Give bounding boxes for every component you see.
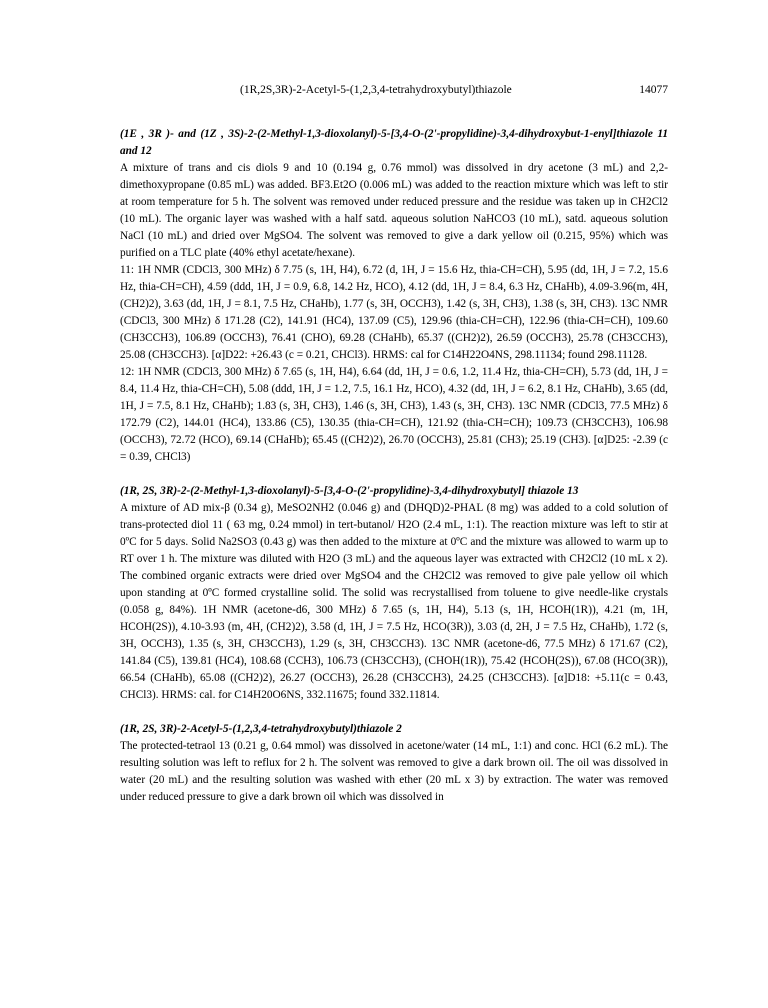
section-compound-2 (120, 721, 668, 806)
article-body (120, 126, 668, 823)
procedure-paragraph: A mixture of AD mix-β (0.34 g), MeSO2NH2 (0.046 g) and (DHQD)2-PHAL (8 mg) was added to a cold solution of trans-protected diol 11 ( 63 mg, 0.24 mmol) in tert-butanol/ H2O (2.4 mL, 1:1). The reaction mixture was left to stir at 0ºC for 5 days. Solid Na2SO3 (0.43 g) was then added to the mixture at 0ºC and the mixture was allowed to warm up to RT over 1 h. The mixture was diluted with H2O (3 mL) and the aqueous layer was extracted with CH2Cl2 (10 mL x 2). The combined organic extracts were dried over MgSO4 and the CH2Cl2 was removed to give pale yellow oil which upon standing at 0ºC formed crystalline solid. The solid was recrystallised from toluene to give needle-like crystals (0.058 g, 84%). 1H NMR (acetone-d6, 300 MHz) δ 7.65 (s, 1H, H4), 5.13 (s, 1H, HCOH(1R)), 4.21 (m, 1H, HCOH(2S)), 4.10-3.93 (m, 4H, (CH2)2), 3.58 (d, 1H, J = 7.5 Hz, HCO(3R)), 3.03 (d, 2H, J = 7.5 Hz, CHaHb), 1.72 (s, 3H, OCCH3), 1.35 (s, 3H, CH3CCH3), 1.29 (s, 3H, CH3CCH3). 13C NMR (acetone-d6, 77.5 MHz) δ 171.67 (C2), 141.84 (C5), 139.81 (HC4), 108.68 (CCH3), 106.73 (CH3CCH3), (CHOH(1R)), 75.42 (HCOH(2S)), 67.08 (HCO(3R)), 66.54 (CHaHb), 65.08 ((CH2)2), 26.27 (OCCH3), 26.28 (CH3CCH3), 24.25 (CH3CCH3). [α]D18: +5.11(c = 0.43, CHCl3). HRMS: cal. for C14H20O6NS, 332.11675; found 332.11814. (120, 502, 668, 701)
section-heading: (1R, 2S, 3R)-2-Acetyl-5-(1,2,3,4-tetrahydroxybutyl)thiazole 2 (120, 723, 402, 735)
section-compound-13 (120, 483, 668, 704)
procedure-paragraph: A mixture of trans and cis diols 9 and 10 (0.194 g, 0.76 mmol) was dissolved in dry acetone (3 mL) and 2,2-dimethoxypropane (0.85 mL) was added. BF3.Et2O (0.006 mL) was added to the reaction mixture which was left to stir at room temperature for 5 h. The solvent was removed under reduced pressure and the residue was taken up in CH2Cl2 (10 mL). The organic layer was washed with a half satd. aqueous solution NaHCO3 (10 mL), satd. aqueous solution NaCl (10 mL) and dried over MgSO4. The solvent was removed to give a dark yellow oil (0.215, 95%) which was purified on a TLC plate (40% ethyl acetate/hexane). (120, 162, 668, 259)
page-number: 14077 (639, 84, 668, 96)
section-compounds-11-12 (120, 126, 668, 466)
running-head (120, 84, 668, 100)
section-heading: (1R, 2S, 3R)-2-(2-Methyl-1,3-dioxolanyl)-5-[3,4-O-(2'-propylidine)-3,4-dihydroxybutyl] thiazole 13 (120, 485, 579, 497)
nmr-data-11: 11: 1H NMR (CDCl3, 300 MHz) δ 7.75 (s, 1H, H4), 6.72 (d, 1H, J = 15.6 Hz, thia-CH=CH), 5.95 (dd, 1H, J = 7.2, 15.6 Hz, thia-CH=CH), 4.59 (ddd, 1H, J = 0.9, 6.8, 14.2 Hz, HCO), 4.12 (dd, 1H, J = 8.4, 6.3 Hz, CHaHb), 4.09-3.96(m, 4H, (CH2)2), 3.63 (dd, 1H, J = 8.1, 7.5 Hz, CHaHb), 1.77 (s, 3H, OCCH3), 1.42 (s, 3H, CH3), 1.38 (s, 3H, CH3). 13C NMR (CDCl3, 300 MHz) δ 171.28 (C2), 141.91 (HC4), 137.09 (C5), 129.96 (thia-CH=CH), 122.96 (thia-CH=CH), 109.60 (CH3CCH3), 106.89 (OCCH3), 76.41 (CHO), 69.28 (CHaHb), 65.37 ((CH2)2), 26.59 (OCCH3), 25.78 (CH3CCH3), 25.08 (CH3CCH3). [α]D22: +26.43 (c = 0.21, CHCl3). HRMS: cal for C14H22O4NS, 298.11134; found 298.11128. (120, 264, 668, 361)
nmr-data-12: 12: 1H NMR (CDCl3, 300 MHz) δ 7.65 (s, 1H, H4), 6.64 (dd, 1H, J = 0.6, 1.2, 11.4 Hz, thia-CH=CH), 5.73 (dd, 1H, J = 8.4, 11.4 Hz, thia-CH=CH), 5.08 (ddd, 1H, J = 1.2, 7.5, 16.1 Hz, HCO), 4.32 (dd, 1H, J = 6.2, 8.1 Hz, CHaHb), 3.65 (dd, 1H, J = 7.5, 8.1 Hz, CHaHb); 1.83 (s, 3H, CH3), 1.46 (s, 3H, CH3), 1.43 (s, 3H, CH3). 13C NMR (CDCl3, 77.5 MHz) δ 172.79 (C2), 144.01 (HC4), 133.86 (C5), 130.35 (thia-CH=CH), 121.92 (thia-CH=CH); 109.73 (CH3CCH3), 106.98 (OCCH3), 72.72 (HCO), 69.14 (CHaHb); 65.45 ((CH2)2), 26.70 (OCCH3), 25.81 (CH3); 25.19 (CH3). [α]D25: -2.39 (c = 0.39, CHCl3) (120, 366, 668, 463)
procedure-paragraph: The protected-tetraol 13 (0.21 g, 0.64 mmol) was dissolved in acetone/water (14 mL, 1:1) and conc. HCl (6.2 mL). The resulting solution was left to reflux for 2 h. The solvent was removed to give a dark brown oil. The oil was dissolved in water (20 mL) and the resulting solution was washed with ether (20 mL x 3) by extraction. The water was removed under reduced pressure to give a dark brown oil which was dissolved in (120, 740, 668, 803)
section-heading: (1E , 3R )- and (1Z , 3S)-2-(2-Methyl-1,3-dioxolanyl)-5-[3,4-O-(2'-propylidine)-3,4-dihydroxybut-1-enyl]thiazole 11 and 12 (120, 128, 668, 157)
running-title: (1R,2S,3R)-2-Acetyl-5-(1,2,3,4-tetrahydroxybutyl)thiazole (240, 84, 512, 96)
